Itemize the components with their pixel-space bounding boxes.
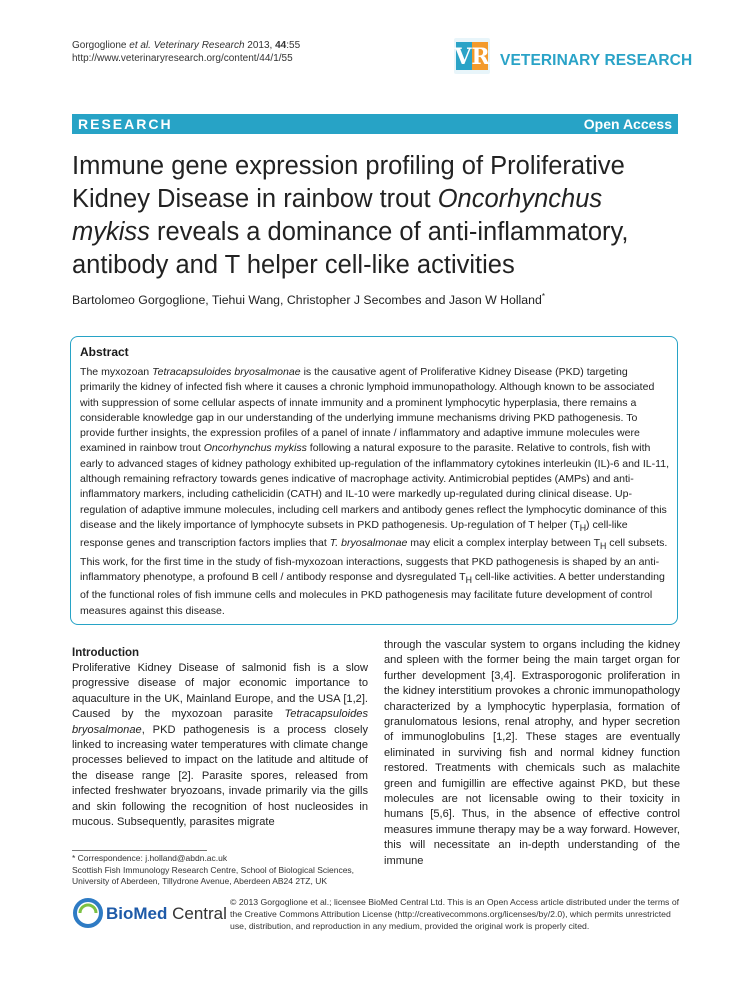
body-column-right	[384, 638, 680, 869]
article-type-banner	[72, 114, 678, 134]
abstract-text: is the causative agent of Proliferative Kidney Disease (PKD) targeting primarily the kidney of infected fish where it causes a chronic lymphoid immunopathology. Although known to be associated with suppression of some cellular aspects of innate immunity and a prominent lymphocytic hyperplasia, there remains a considerable knowledge gap in our understanding of the underlying immune mechanisms driving PKD pathogenesis. To provide further insights, the expression profiles of a panel of innate / inflammatory and adaptive immune molecules were examined in rainbow trout	[80, 366, 655, 455]
body-column-left	[72, 645, 368, 830]
abstract-body	[80, 365, 670, 619]
citation-journal: Veterinary Research	[150, 40, 245, 51]
abstract-heading: Abstract	[80, 345, 129, 359]
citation-page: :55	[286, 40, 301, 51]
citation-year: 2013,	[244, 40, 276, 51]
corresponding-mark: *	[541, 292, 545, 301]
author-affiliation: Scottish Fish Immunology Research Centre, School of Biological Sciences, University of Aberdeen, Tillydrone Avenue, Aberdeen AB24 2TZ, UK	[72, 864, 355, 886]
open-access-label: Open Access	[583, 116, 672, 132]
title-part-2: reveals a dominance of anti-inflammatory, antibody and T helper cell-like activities	[72, 218, 629, 279]
title-part-1: Immune gene expression profiling of Proliferative Kidney Disease in rainbow trout	[72, 152, 625, 213]
logo-letters: VR	[454, 44, 490, 70]
abstract-species: T. bryosalmonae	[329, 537, 408, 550]
svg-text:BioMed Central	[106, 904, 227, 923]
introduction-paragraph	[72, 661, 368, 830]
logo-word-biomed: BioMed	[106, 904, 168, 923]
abstract-text: cell subsets. This work, for the first time in the study of fish-myxozoan interactions, suggests that PKD pathogenesis is shaped by an anti-inflammatory phenotype, a profound B cell / antibody response and dysregulated T	[80, 537, 668, 584]
intro-text: Proliferative Kidney Disease of salmonid fish is a slow progressive disease of major economic importance to aquaculture in the UK, Mainland Europe, and the USA [1,2]. Caused by the myxozoan parasite	[72, 662, 368, 721]
citation-author: Gorgoglione	[72, 40, 130, 51]
abstract-text: The myxozoan	[80, 366, 153, 378]
subscript-h: H	[579, 523, 587, 534]
journal-name: VETERINARY RESEARCH	[500, 52, 693, 69]
introduction-heading: Introduction	[72, 647, 140, 659]
running-citation	[72, 39, 300, 52]
citation-etal: et al.	[129, 40, 151, 51]
abstract-text: ) cell-like response genes and transcription factors implies that	[80, 518, 628, 550]
citation-issue: 44	[275, 40, 287, 51]
vr-logo-icon	[454, 38, 490, 74]
subscript-h: H	[465, 575, 472, 586]
article-title	[72, 150, 682, 282]
abstract-text: following a natural exposure to the parasite. Relative to controls, fish with early to advanced stages of kidney pathology exhibited up-regulation of the inflammatory cytokines interleukin (IL)-6 and IL-11, although remaining refractory towards genes indicative of macrophage activity. Antimicrobial peptides (AMPs) and anti-inflammatory markers, including cathelicidin (CATH) and IL-10 were markedly up-regulated during clinical disease. Up-regulation of adaptive immune molecules, including cell markers and antibody genes reflect the lymphocytic dominance of this disease and the likely importance of lymphocyte subsets in PKD pathogenesis. Up-regulation of T helper (T	[80, 442, 670, 531]
author-names: Bartolomeo Gorgoglione, Tiehui Wang, Christopher J Secombes and Jason W Holland	[72, 293, 542, 308]
article-url[interactable]: http://www.veterinaryresearch.org/content/44/1/55	[72, 53, 293, 64]
license-statement: © 2013 Gorgoglione et al.; licensee BioMed Central Ltd. This is an Open Access article distributed under the terms of the Creative Commons Attribution License (http://creativecommons.org/licenses/by/2.0), which permits unrestricted use, distribution, and reproduction in any medium, provided the original work is properly cited.	[230, 897, 680, 931]
biomed-central-logo-icon	[72, 896, 227, 930]
intro-species: Tetracapsuloides bryosalmonae	[72, 708, 368, 736]
introduction-paragraph-continued: through the vascular system to organs including the kidney and spleen with the former being the main target organ for further development [3,4]. Extrasporogonic proliferation in the kidney interstitium provokes a chronic immunopathology characterized by a lymphocytic hyperplasia, formation of granulomatous lesions, renal atrophy, and hyper secretion of immunoglobulins [1,2]. These stages are eventually eliminated in surviving fish and normal kidney function restored. Treatments with chemicals such as malachite green and fumigillin are effective against PKD, but these molecules are not licensable owing to their toxicity in humans [5,6]. Thus, in the absence of effective control measures immune therapy may be a way forward. However, this will necessitate an in-depth understanding of the immune	[384, 639, 680, 867]
abstract-species: Tetracapsuloides bryosalmonae	[152, 366, 301, 378]
abstract-box	[70, 336, 678, 625]
correspondence-email: * Correspondence: j.holland@abdn.ac.uk	[72, 853, 228, 863]
title-species: Oncorhynchus mykiss	[72, 185, 603, 246]
logo-word-central: Central	[167, 904, 227, 923]
abstract-text: may elicit a complex interplay between T	[407, 537, 601, 550]
article-type: RESEARCH	[78, 116, 173, 132]
subscript-h: H	[600, 541, 607, 552]
footnote-rule	[72, 850, 207, 851]
author-list	[72, 292, 678, 307]
intro-text: , PKD pathogenesis is a process closely linked to increasing water temperatures with climate change processes believed to impact on the latitude and altitude of the disease range [2]. Parasite spores, released from infected freshwater bryozoans, invade primarily via the gills and skin following the recognition of host nucleosides in mucous. Subsequently, parasites migrate	[72, 723, 368, 829]
correspondence-footnote	[72, 853, 372, 888]
abstract-text: cell-like activities. A better understanding of the functional roles of fish immune cells and molecules in PKD pathogenesis may facilitate future development of control measures against this disease.	[80, 571, 665, 617]
abstract-species: Oncorhynchus mykiss	[203, 442, 307, 455]
